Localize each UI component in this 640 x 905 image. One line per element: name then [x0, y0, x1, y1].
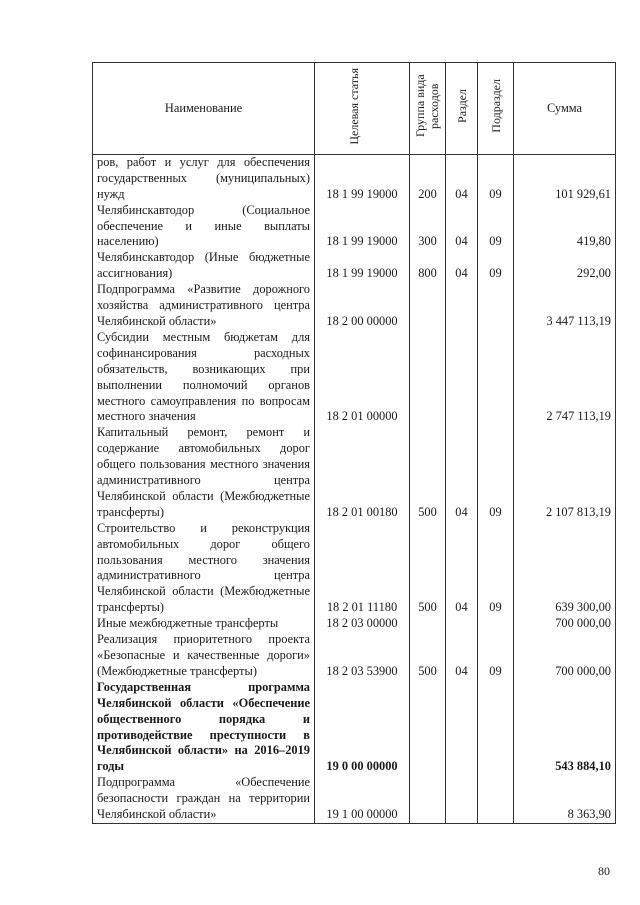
row-name: Государственная программа Челябинской области «Обеспечение общественного порядка и противодействие преступности в Челябинской области» на 2016–2019 годы: [93, 680, 315, 775]
row-name: Строительство и реконструкция автомобильных дорог общего пользования местного значения административного центра Челябинской области (Межбюджетные трансферты): [93, 521, 315, 616]
row-name: Реализация приоритетного проекта «Безопасные и качественные дороги» (Межбюджетные трансферты): [93, 632, 315, 680]
row-target-article: 18 2 01 00000: [315, 330, 410, 425]
row-section: [446, 616, 478, 632]
table-row: [93, 425, 616, 520]
row-target-article: 18 2 03 00000: [315, 616, 410, 632]
header-subsection: Подраздел: [488, 79, 503, 133]
table-row: [93, 680, 616, 775]
row-name: Челябинскавтодор (Иные бюджетные ассигнования): [93, 250, 315, 282]
table-body: [93, 154, 616, 823]
row-amount: 543 884,10: [514, 680, 616, 775]
row-amount: 292,00: [514, 250, 616, 282]
row-section: 04: [446, 425, 478, 520]
row-target-article: 18 1 99 19000: [315, 250, 410, 282]
header-target-article: Целевая статья: [347, 67, 361, 145]
row-name: Капитальный ремонт, ремонт и содержание автомобильных дорог общего пользования местного значения административного центра Челябинской области (Межбюджетные трансферты): [93, 425, 315, 520]
header-section: Раздел: [454, 89, 469, 123]
header-expense-group: Группа вида расходов: [412, 74, 441, 138]
row-subsection: 09: [478, 154, 514, 202]
header-name: Наименование: [93, 63, 315, 155]
table-row: [93, 203, 616, 251]
row-expense-group: 800: [410, 250, 446, 282]
row-expense-group: 500: [410, 425, 446, 520]
table-row: [93, 282, 616, 330]
row-expense-group: [410, 616, 446, 632]
row-subsection: 09: [478, 632, 514, 680]
table-row: [93, 521, 616, 616]
row-expense-group: [410, 282, 446, 330]
header-target-article-cell: [315, 63, 410, 155]
row-target-article: 18 2 00 00000: [315, 282, 410, 330]
row-amount: 8 363,90: [514, 775, 616, 823]
row-name: Подпрограмма «Обеспечение безопасности граждан на территории Челябинской области»: [93, 775, 315, 823]
table-row: [93, 632, 616, 680]
row-section: 04: [446, 632, 478, 680]
table-row: [93, 616, 616, 632]
row-target-article: 18 2 03 53900: [315, 632, 410, 680]
row-expense-group: 300: [410, 203, 446, 251]
row-subsection: [478, 282, 514, 330]
row-amount: 700 000,00: [514, 632, 616, 680]
row-name: Иные межбюджетные трансферты: [93, 616, 315, 632]
row-name: Челябинскавтодор (Социальное обеспечение и иные выплаты населению): [93, 203, 315, 251]
row-amount: 639 300,00: [514, 521, 616, 616]
row-target-article: 18 1 99 19000: [315, 203, 410, 251]
header-amount: Сумма: [514, 63, 616, 155]
table-row: [93, 154, 616, 202]
row-expense-group: 500: [410, 632, 446, 680]
table-row: [93, 775, 616, 823]
row-amount: 3 447 113,19: [514, 282, 616, 330]
row-target-article: 18 2 01 11180: [315, 521, 410, 616]
header-expense-group-cell: [410, 63, 446, 155]
row-expense-group: 200: [410, 154, 446, 202]
row-section: 04: [446, 154, 478, 202]
header-subsection-cell: [478, 63, 514, 155]
row-expense-group: [410, 680, 446, 775]
row-amount: 2 747 113,19: [514, 330, 616, 425]
table-row: [93, 250, 616, 282]
header-section-cell: [446, 63, 478, 155]
row-amount: 2 107 813,19: [514, 425, 616, 520]
row-section: [446, 282, 478, 330]
row-subsection: [478, 616, 514, 632]
row-expense-group: [410, 775, 446, 823]
row-subsection: [478, 330, 514, 425]
row-expense-group: [410, 330, 446, 425]
row-name: Подпрограмма «Развитие дорожного хозяйства административного центра Челябинской области»: [93, 282, 315, 330]
row-subsection: 09: [478, 203, 514, 251]
row-expense-group: 500: [410, 521, 446, 616]
row-section: [446, 680, 478, 775]
row-subsection: [478, 680, 514, 775]
row-name: Субсидии местным бюджетам для софинансирования расходных обязательств, возникающих при выполнении полномочий органов местного самоуправления по вопросам местного значения: [93, 330, 315, 425]
row-name: ров, работ и услуг для обеспечения государственных (муниципальных) нужд: [93, 154, 315, 202]
row-target-article: 19 1 00 00000: [315, 775, 410, 823]
row-section: 04: [446, 250, 478, 282]
row-target-article: 18 2 01 00180: [315, 425, 410, 520]
row-subsection: 09: [478, 425, 514, 520]
row-section: [446, 330, 478, 425]
table-header-row: [93, 63, 616, 155]
row-amount: 700 000,00: [514, 616, 616, 632]
row-subsection: 09: [478, 250, 514, 282]
row-subsection: 09: [478, 521, 514, 616]
row-section: 04: [446, 521, 478, 616]
row-amount: 419,80: [514, 203, 616, 251]
table-row: [93, 330, 616, 425]
row-section: 04: [446, 203, 478, 251]
row-target-article: 18 1 99 19000: [315, 154, 410, 202]
page-number: 80: [598, 864, 610, 878]
row-amount: 101 929,61: [514, 154, 616, 202]
row-subsection: [478, 775, 514, 823]
row-section: [446, 775, 478, 823]
row-target-article: 19 0 00 00000: [315, 680, 410, 775]
budget-table: [92, 62, 616, 824]
